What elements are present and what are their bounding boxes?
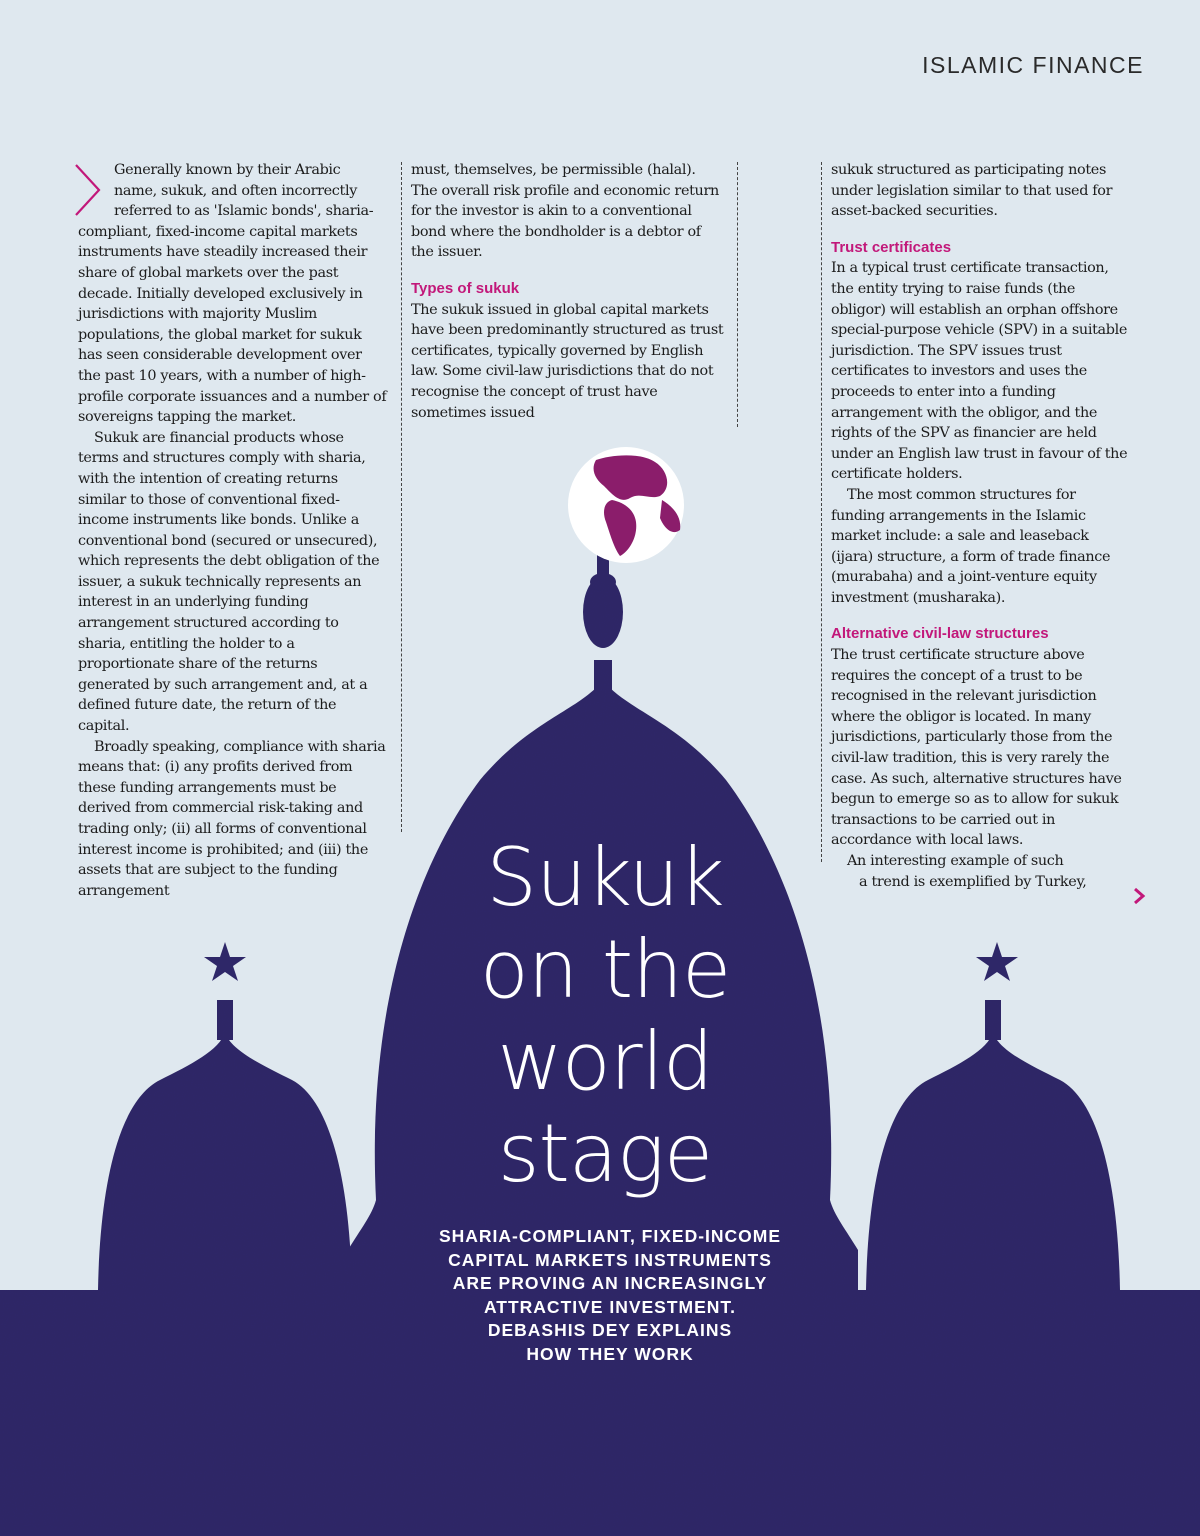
star-icon: [976, 942, 1018, 981]
star-icon: [204, 942, 246, 981]
paragraph: sukuk structured as participating notes under legislation similar to that used for asset-backed securities.: [831, 162, 1113, 220]
right-dome: [866, 1032, 1120, 1290]
article-column-2: [411, 160, 726, 423]
chevron-right-icon[interactable]: [1132, 886, 1146, 906]
article-title: Sukuk on the world stage: [479, 831, 731, 1200]
column-divider: [401, 162, 402, 832]
left-dome: [98, 1032, 352, 1290]
paragraph: must, themselves, be permissible (halal). The overall risk profile and economic return for the investor is akin to a conventional bond where the bondholder is a debtor of the issuer.: [411, 162, 719, 261]
left-spire: [217, 1000, 233, 1040]
subheading: Trust certificates: [831, 238, 952, 256]
section-label: ISLAMIC FINANCE: [922, 52, 1144, 78]
column-divider: [737, 162, 738, 427]
paragraph: The trust certificate structure above requires the concept of a trust to be recognised in the relevant jurisdiction where the obligor is located. In many jurisdictions, particularly those from the civil-law tradition, this is very rarely the case. As such, alternative structures have begun to emerge so as to allow for sukuk transactions to be carried out in accordance with local laws.: [831, 647, 1122, 849]
article-column-3: [831, 160, 1131, 892]
paragraph: Generally known by their Arabic name, sukuk, and often incorrectly referred to as 'Islamic bonds', sharia- compliant, fixed-income capital markets instruments have steadily increased their share of global markets over the past decade. Initially developed exclusively in jurisdictions with majority Muslim populations, the global market for sukuk has seen considerable development over the past 10 years, with a number of high-profile corporate issuances and a number of sovereigns tapping the market.: [78, 162, 387, 426]
column-divider: [821, 162, 822, 862]
right-spire: [985, 1000, 1001, 1040]
subheading: Alternative civil-law structures: [831, 625, 1049, 643]
paragraph: An interesting example of such a trend is exemplified by Turkey,: [847, 853, 1087, 890]
subheading: Types of sukuk: [411, 279, 520, 297]
paragraph: Broadly speaking, compliance with sharia means that: (i) any profits derived from these funding arrangements must be derived from commercial risk-taking and trading only; (ii) all forms of conventional interest income is prohibited; and (iii) the assets that are subject to the funding arrangement: [78, 738, 386, 899]
globe-icon: [568, 447, 684, 563]
article-column-1: [78, 160, 388, 901]
paragraph: The sukuk issued in global capital markets have been predominantly structured as trust certificates, typically governed by English law. Some civil-law jurisdictions that do not recognise the concept of trust have sometimes issued: [411, 301, 724, 421]
central-spire-neck: [594, 660, 612, 690]
paragraph: In a typical trust certificate transaction, the entity trying to raise funds (the obligor) will establish an orphan offshore special-purpose vehicle (SPV) in a suitable jurisdiction. The SPV issues trust certificates to investors and uses the proceeds to enter into a funding arrangement with the obligor, and the rights of the SPV as financier are held under an English law trust in favour of the certificate holders.: [831, 260, 1128, 483]
paragraph: The most common structures for funding arrangements in the Islamic market include: a sale and leaseback (ijara) structure, a form of trade finance (murabaha) and a joint-venture equity investment (musharaka).: [831, 486, 1111, 606]
paragraph: Sukuk are financial products whose terms and structures comply with sharia, with the intention of creating returns similar to those of conventional fixed-income instruments like bonds. Unlike a conventional bond (secured or unsecured), which represents the debt obligation of the issuer, a sukuk technically represents an interest in an underlying funding arrangement structured according to sharia, entitling the holder to a proportionate share of the returns generated by such arrangement and, at a defined future date, the return of the capital.: [78, 429, 380, 735]
article-standfirst: SHARIA-COMPLIANT, FIXED-INCOME CAPITAL MARKETS INSTRUMENTS ARE PROVING AN INCREASINGLY ATTRACTIVE INVESTMENT. DEBASHIS DEY EXPLAINS HOW THEY WORK: [438, 1226, 782, 1364]
